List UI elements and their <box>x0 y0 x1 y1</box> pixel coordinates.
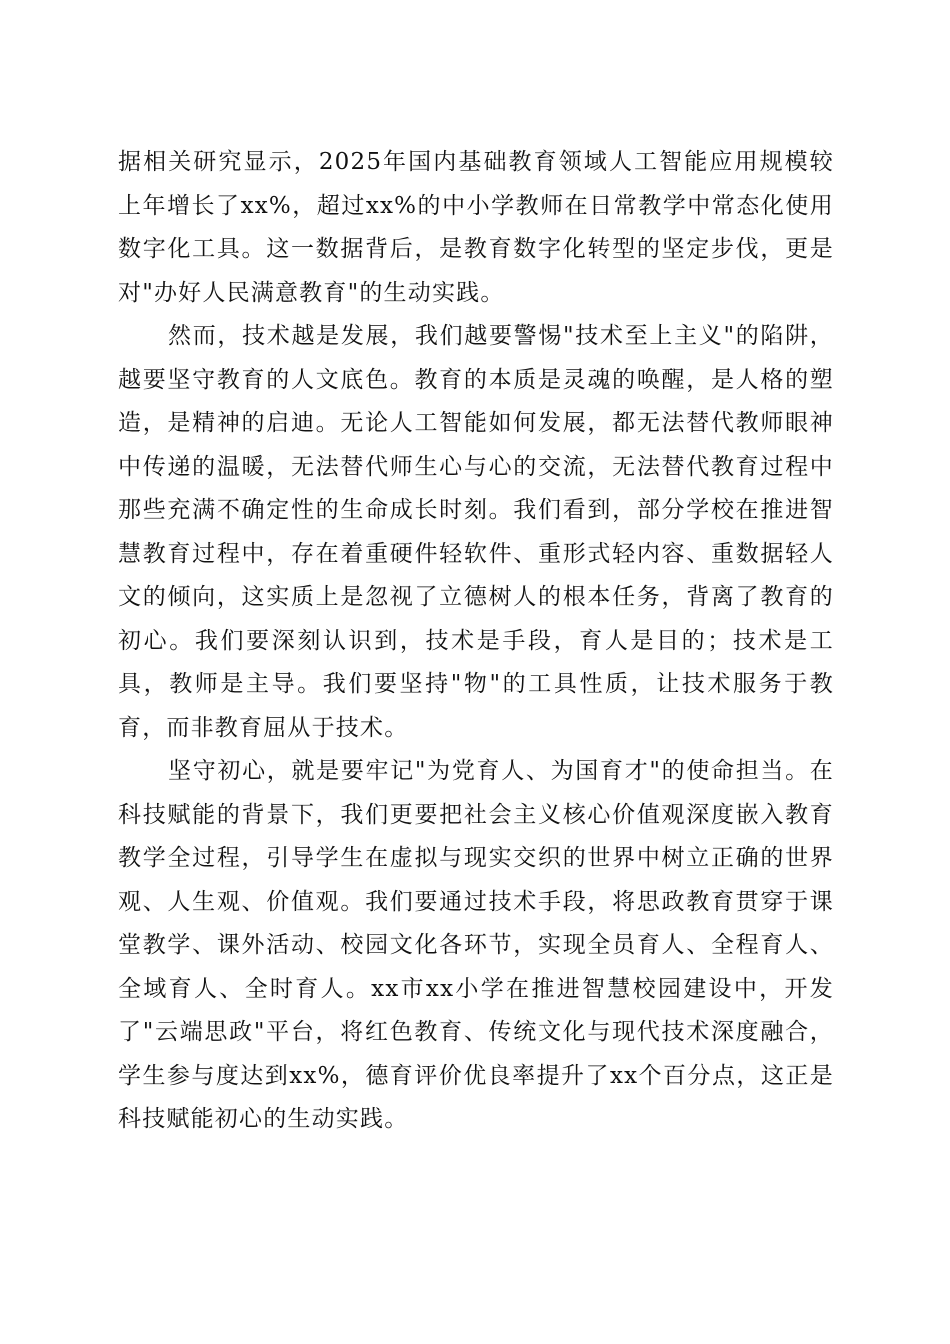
paragraph-1: 据相关研究显示，2025年国内基础教育领域人工智能应用规模较上年增长了xx%，超过xx%的中小学教师在日常教学中常态化使用数字化工具。这一数据背后，是教育数字化转型的坚定步伐，更是对"办好人民满意教育"的生动实践。 <box>118 149 834 306</box>
paragraph-2: 然而，技术越是发展，我们越要警惕"技术至上主义"的陷阱，越要坚守教育的人文底色。教育的本质是灵魂的唤醒，是人格的塑造，是精神的启迪。无论人工智能如何发展，都无法替代教师眼神中传递的温暖，无法替代师生心与心的交流，无法替代教育过程中那些充满不确定性的生命成长时刻。我们看到，部分学校在推进智慧教育过程中，存在着重硬件轻软件、重形式轻内容、重数据轻人文的倾向，这实质上是忽视了立德树人的根本任务，背离了教育的初心。我们要深刻认识到，技术是手段，育人是目的；技术是工具，教师是主导。我们要坚持"物"的工具性质，让技术服务于教育，而非教育屈从于技术。 <box>118 323 834 741</box>
paragraph-3: 坚守初心，就是要牢记"为党育人、为国育才"的使命担当。在科技赋能的背景下，我们更要把社会主义核心价值观深度嵌入教育教学全过程，引导学生在虚拟与现实交织的世界中树立正确的世界观、人生观、价值观。我们要通过技术手段，将思政教育贯穿于课堂教学、课外活动、校园文化各环节，实现全员育人、全程育人、全域育人、全时育人。xx市xx小学在推进智慧校园建设中，开发了"云端思政"平台，将红色教育、传统文化与现代技术深度融合，学生参与度达到xx%，德育评价优良率提升了xx个百分点，这正是科技赋能初心的生动实践。 <box>118 758 834 1132</box>
document-body <box>118 141 834 1142</box>
